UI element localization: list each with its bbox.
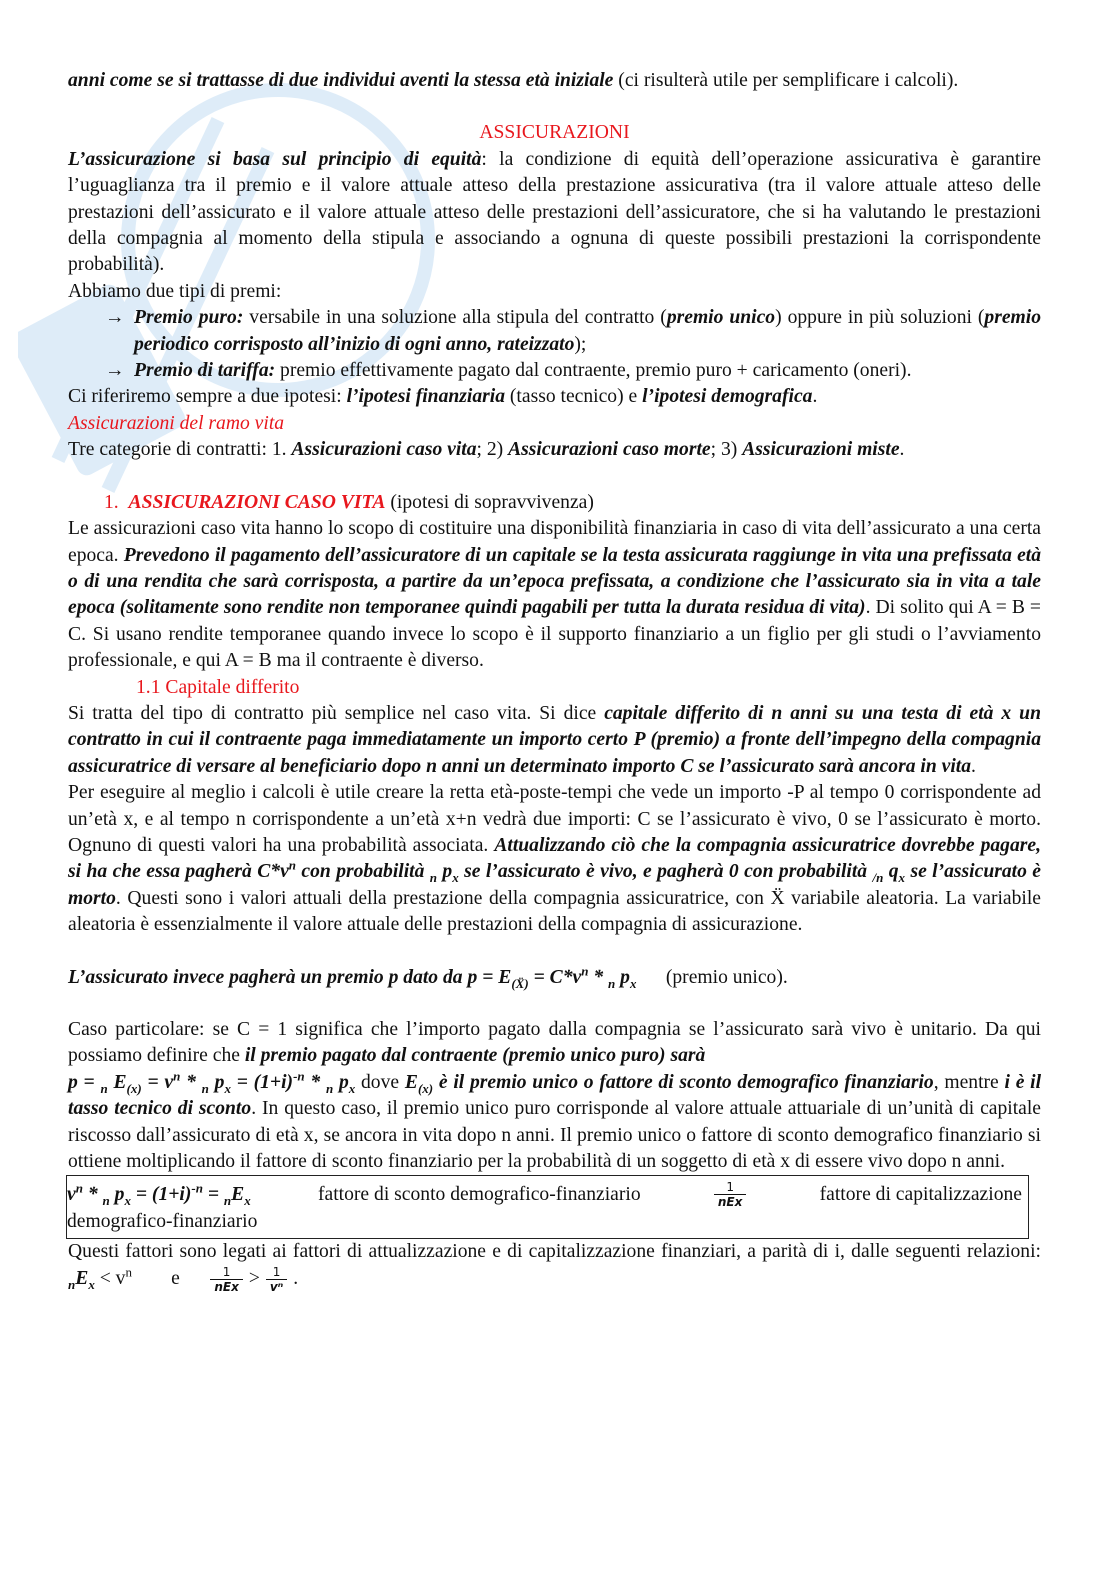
label-fattore-sconto: fattore di sconto demografico-finanziario	[318, 1183, 641, 1205]
list-item-premio-puro: → Premio puro: versabile in una soluzione alla stipula del contratto (premio unico) oppure in più soluzioni (premio periodico corrisposto all’inizio di ogni anno, rateizzato);	[105, 307, 1042, 355]
label-fattore-capitalizzazione-cont: demografico-finanziario	[67, 1211, 258, 1233]
paragraph-capitale-differito: Si tratta del tipo di contratto più semplice nel caso vita. Si dice capitale differito di n anni su una testa di età x un contratto in cui il contraente paga immediatamente un importo certo P (premio) a fronte dell’impegno della compagnia assicuratrice di versare al beneficiario dopo n anni un determinato importo C se l’assicurato sarà ancora in vita.	[68, 702, 1041, 777]
fraction-uno-su-nex: $\frac{1}{\text{nEx}}$	[210, 1265, 242, 1294]
label-fattore-capitalizzazione: fattore di capitalizzazione	[819, 1183, 1022, 1205]
heading-ramo-vita: Assicurazioni del ramo vita	[68, 412, 285, 434]
arrow-icon: →	[105, 360, 125, 382]
heading-assicurazioni: ASSICURAZIONI	[479, 122, 630, 144]
list-item-premio-tariffa: → Premio di tariffa: premio effettivamente pagato dal contraente, premio puro + caricamento (oneri).	[68, 358, 1041, 384]
paragraph-categorie: Tre categorie di contratti: 1. Assicurazioni caso vita; 2) Assicurazioni caso morte; 3) Assicurazioni miste.	[68, 439, 905, 461]
section-heading-caso-vita: 1. ASSICURAZIONI CASO VITA (ipotesi di sopravvivenza)	[104, 491, 594, 513]
paragraph-relazioni: Questi fattori sono legati ai fattori di attualizzazione e di capitalizzazione finanziari, a parità di i, dalle seguenti relazioni: $_nE_x < v^n$ e $\frac{1}{\text{nEx}}$ > $\frac{1}{\text{vⁿ}}$ .	[68, 1240, 1041, 1295]
formula-fattore-sconto: $v^n * _n$ $p_x = (1+i)^{-n} = _nE_x$	[67, 1180, 251, 1208]
paragraph-equita: L’assicurazione si basa sul principio di equità: la condizione di equità dell’operazione assicurativa è garantire l’uguaglianza tra il premio e il valore attuale atteso della prestazione assicurativa (tra il valore attuale atteso delle prestazioni dell’assicurato e il valore attuale atteso delle prestazioni dell’assicuratore, che si ha valutando le prestazioni della compagnia al momento della stipula e associando a ognuna di queste possibili prestazioni la corrispondente probabilità).	[68, 148, 1041, 276]
paragraph-caso-particolare: Caso particolare: se C = 1 significa che l’importo pagato dalla compagnia se l’assicurato sarà vivo è unitario. Da qui possiamo definire che il premio pagato dal contraente (premio unico puro) sarà	[68, 1019, 1041, 1067]
paragraph-retta: Per eseguire al meglio i calcoli è utile creare la retta età-poste-tempi che vede un importo -P al tempo 0 corrispondente ad un’età x, e al tempo n corrispondente a un’età x+n vedrà due importi: C se l’assicurato è vivo, 0 se l’assicurato è morto. Ognuno di questi valori ha una probabilità associata. Attualizzando ciò che la compagnia assicuratrice dovrebbe pagare, si ha che essa pagherà $C*v^n$ con probabilità $_n$ $p_x$ se l’assicurato è vivo, e pagherà 0 con probabilità $_{/n}$ $q_x$ se l’assicurato è morto. Questi sono i valori attuali della prestazione della compagnia assicuratrice, con Ẍ variabile aleatoria. La variabile aleatoria è essenzialmente il valore attuale delle prestazioni della compagnia di assicurazione.	[68, 782, 1041, 936]
fraction-uno-su-vn: $\frac{1}{\text{vⁿ}}$	[266, 1265, 287, 1294]
paragraph-caso-vita: Le assicurazioni caso vita hanno lo scopo di costituire una disponibilità finanziaria in caso di vita dell’assicurato a una certa epoca. Prevedono il pagamento dell’assicuratore di un capitale se la testa assicurata raggiunge in vita una prefissata età o di una rendita che sarà corrisposta, a partire da un’epoca prefissata, a condizione che l’assicurato sia in vita a tale epoca (solitamente sono rendite non temporanee quindi pagabili per tutta la durata residua di vita). Di solito qui A = B = C. Si usano rendite temporanee quando invece lo scopo è il supporto finanziario a un figlio per gli studi o l’avviamento professionale, e qui A = B ma il contraente è diverso.	[68, 518, 1042, 672]
paragraph-formula-premio: p = $_n$ $E_{(x)} = v^n * _n$ $p_x = (1+i)^{-n} * _n$ $p_x$ dove $E_{(x)}$ è il premio unico o fattore di sconto demografico finanziario, mentre i è il tasso tecnico di sconto. In questo caso, il premio unico puro corrisponde al valore attuale attuariale di un’unità di capitale riscosso dall’assicurato di età x, se ancora in vita dopo n anni. Il premio unico o fattore di sconto demografico finanziario si ottiene moltiplicando il fattore di sconto finanziario per la probabilità di un soggetto di età x di essere vivo dopo n anni.	[68, 1068, 1042, 1173]
paragraph-tipi-premi: Abbiamo due tipi di premi:	[68, 280, 282, 302]
fraction-capitalizzazione: $\frac{1}{\text{nEx}}$	[714, 1180, 746, 1209]
document-page	[68, 68, 1041, 1294]
formula-box-fattori	[66, 1175, 1029, 1238]
arrow-icon: →	[105, 307, 125, 329]
subheading-capitale-differito: 1.1 Capitale differito	[136, 676, 300, 698]
paragraph-premio-unico: L’assicurato invece pagherà un premio p dato da $p = E_{(Ẍ)} = C*v^n * _n$ $p_x$ (premio unico).	[68, 963, 788, 991]
paragraph-ipotesi: Ci riferiremo sempre a due ipotesi: l’ipotesi finanziaria (tasso tecnico) e l’ipotesi demografica.	[68, 386, 818, 408]
paragraph-intro: anni come se si trattasse di due individui aventi la stessa età iniziale (ci risulterà utile per semplificare i calcoli).	[68, 70, 959, 91]
